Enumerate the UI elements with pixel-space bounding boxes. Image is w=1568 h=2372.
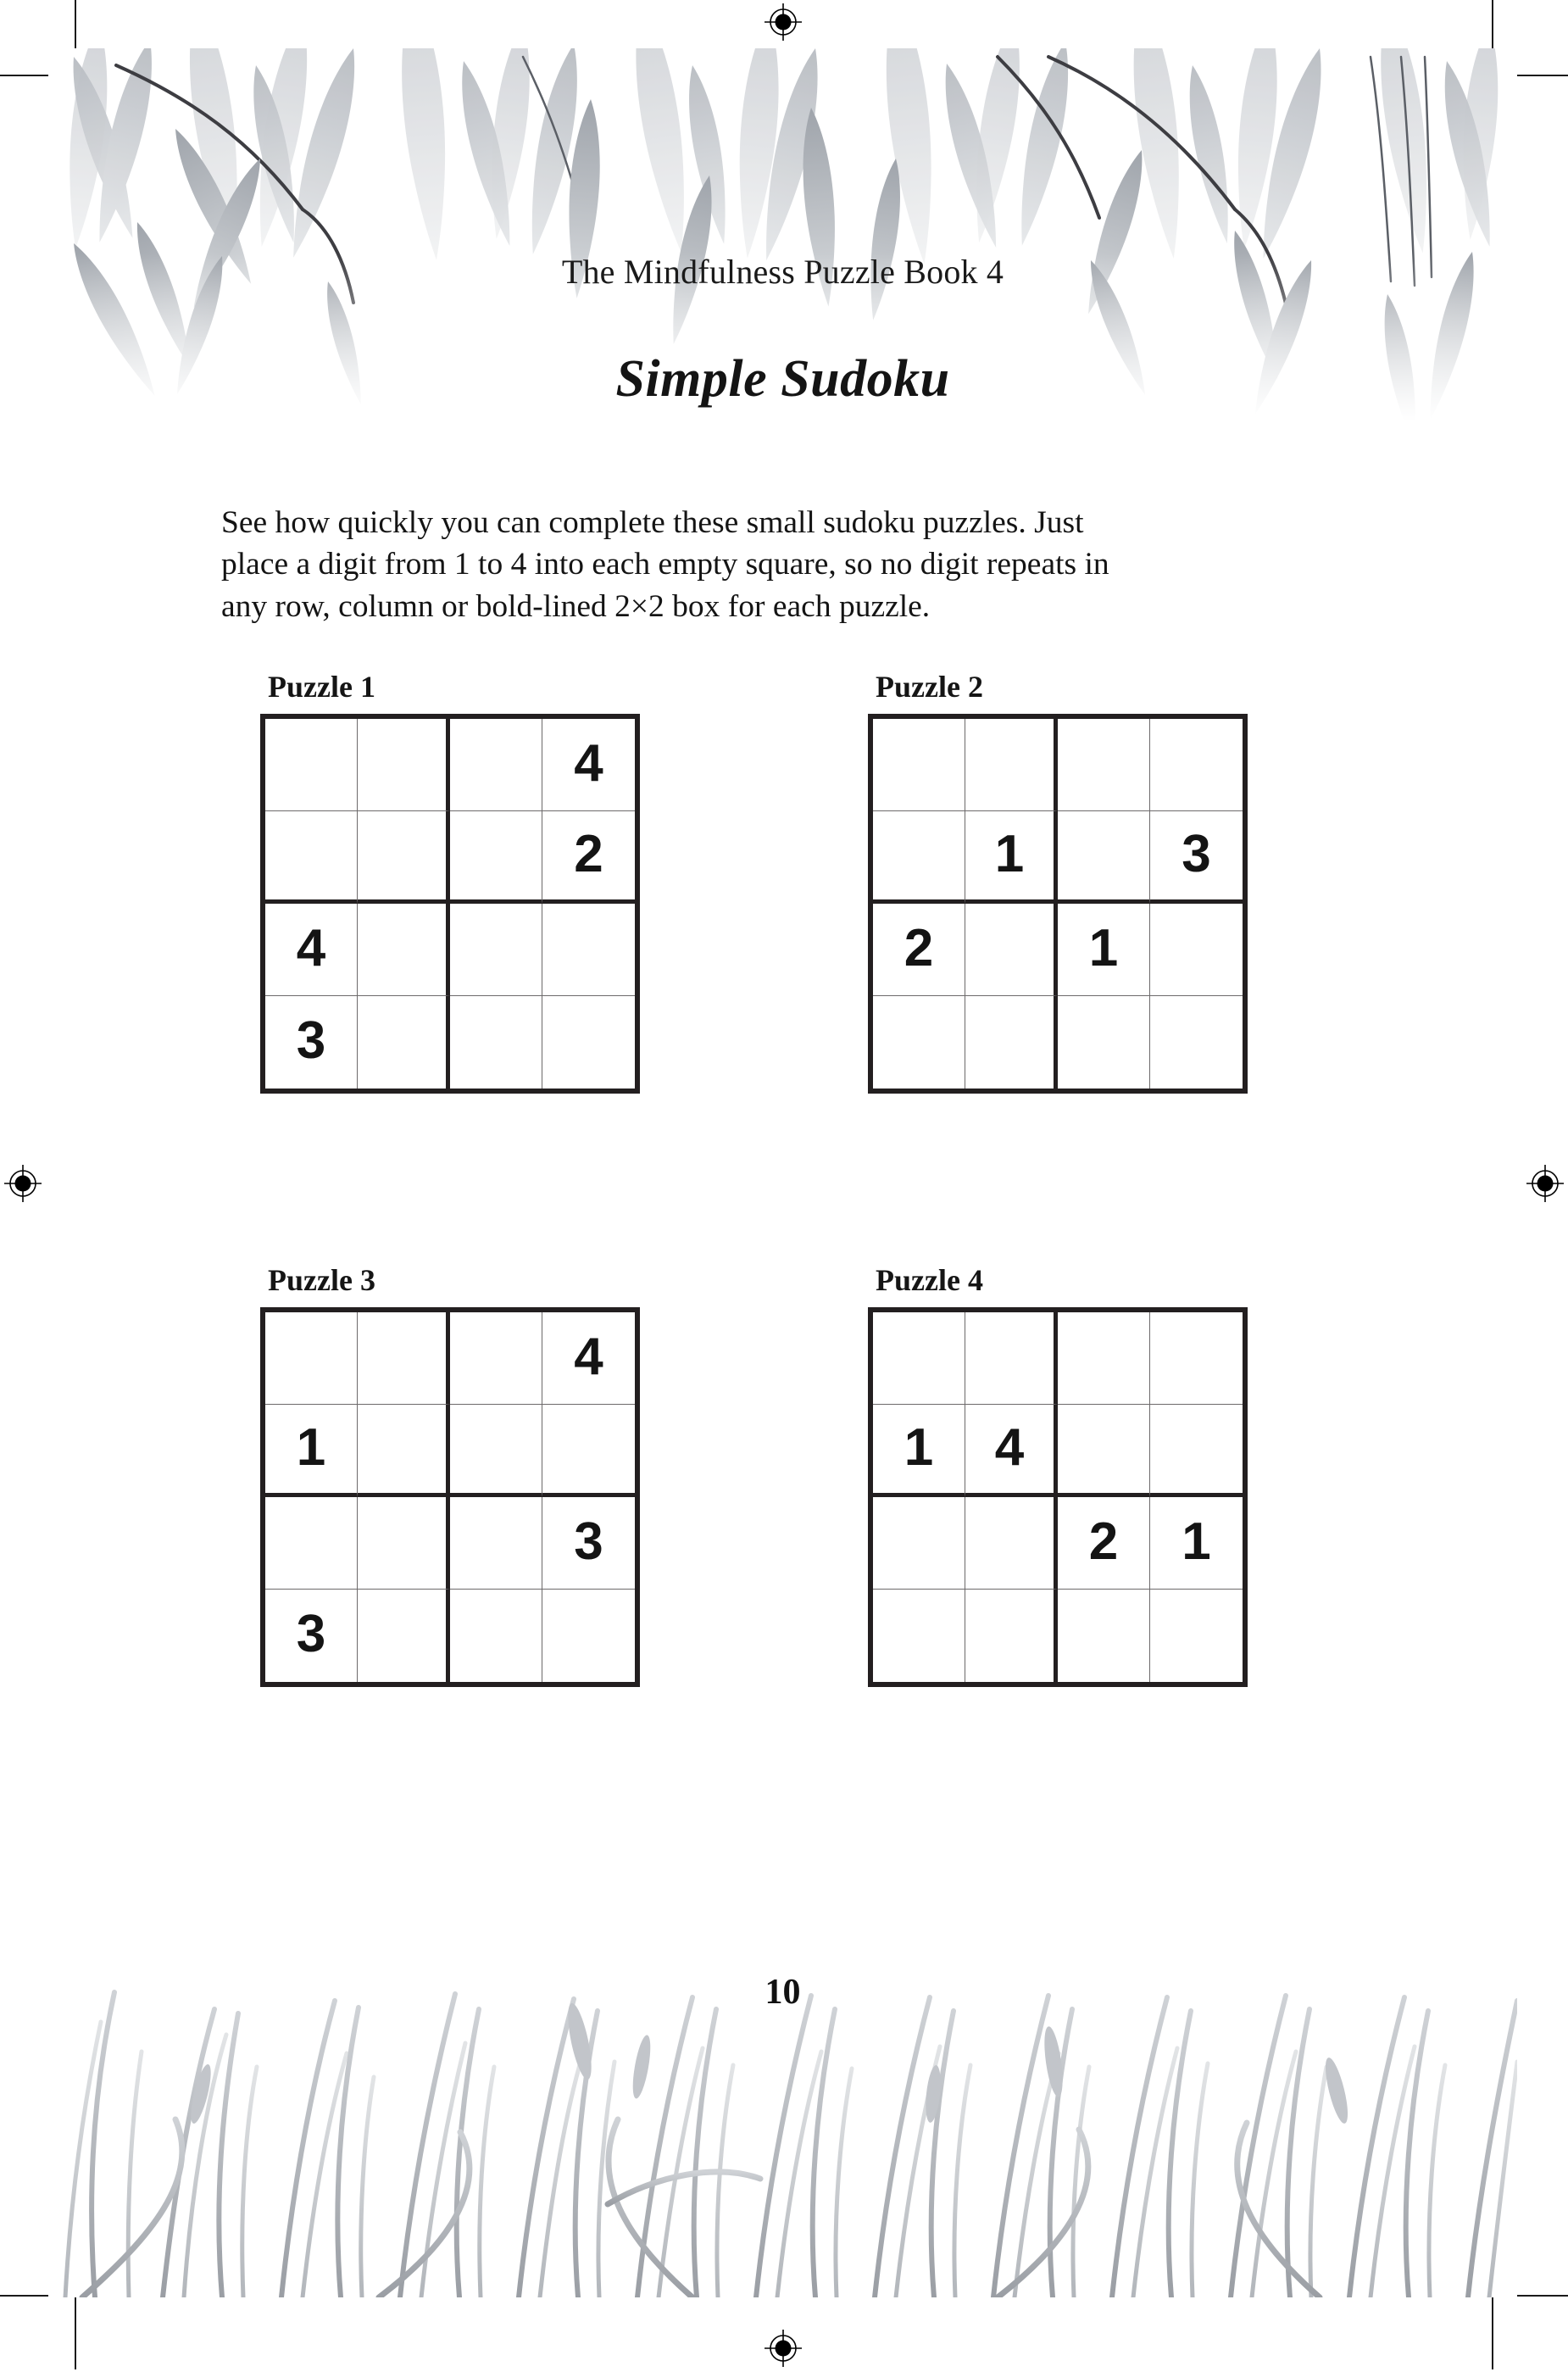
- sudoku-cell[interactable]: [965, 1590, 1058, 1682]
- sudoku-cell[interactable]: [1058, 719, 1150, 811]
- sudoku-cell[interactable]: [965, 904, 1058, 996]
- sudoku-cell[interactable]: [450, 719, 542, 811]
- sudoku-cell: 3: [265, 996, 358, 1089]
- sudoku-cell[interactable]: [873, 1497, 965, 1590]
- sudoku-cell[interactable]: [873, 719, 965, 811]
- registration-target-icon-bottom: [764, 2329, 803, 2368]
- puzzle-block-2: [868, 671, 1248, 1094]
- sudoku-cell[interactable]: [265, 1312, 358, 1405]
- sudoku-grid-2[interactable]: [868, 714, 1248, 1094]
- sudoku-cell[interactable]: [1058, 1312, 1150, 1405]
- instructions-text: See how quickly you can complete these small sudoku puzzles. Just place a digit from 1 to 4 into each empty square, so no digit repeats in any row, column or bold-lined 2×2 box for each puzzle.: [221, 504, 1109, 625]
- sudoku-cell[interactable]: [358, 811, 450, 904]
- registration-target-icon-left: [3, 1164, 42, 1203]
- sudoku-grid-3[interactable]: [260, 1307, 640, 1687]
- sudoku-cell[interactable]: [358, 1405, 450, 1497]
- puzzle-row-bottom: [48, 1265, 1517, 1858]
- sudoku-cell: 2: [542, 811, 635, 904]
- sudoku-cell[interactable]: [450, 1590, 542, 1682]
- sudoku-cell: 1: [1058, 904, 1150, 996]
- sudoku-cell: 4: [965, 1405, 1058, 1497]
- sudoku-cell[interactable]: [873, 996, 965, 1089]
- sudoku-cell[interactable]: [450, 811, 542, 904]
- sudoku-cell[interactable]: [358, 719, 450, 811]
- sudoku-cell[interactable]: [1150, 904, 1243, 996]
- sudoku-cell[interactable]: [450, 1312, 542, 1405]
- sudoku-cell[interactable]: [873, 1312, 965, 1405]
- grass-footer-artwork: [48, 1840, 1517, 2297]
- sudoku-cell[interactable]: [450, 904, 542, 996]
- sudoku-cell: 1: [265, 1405, 358, 1497]
- sudoku-cell[interactable]: [1058, 996, 1150, 1089]
- sudoku-cell[interactable]: [873, 1590, 965, 1682]
- sudoku-cell[interactable]: [542, 1590, 635, 1682]
- sudoku-cell[interactable]: [542, 904, 635, 996]
- puzzle-block-4: [868, 1265, 1248, 1687]
- sudoku-cell: 1: [873, 1405, 965, 1497]
- sudoku-cell[interactable]: [965, 1312, 1058, 1405]
- puzzle-label-4: Puzzle 4: [876, 1263, 983, 1297]
- sudoku-cell[interactable]: [358, 996, 450, 1089]
- sudoku-cell[interactable]: [265, 1497, 358, 1590]
- puzzle-label-2: Puzzle 2: [876, 670, 983, 704]
- puzzle-block-3: [260, 1265, 640, 1687]
- sudoku-cell[interactable]: [450, 1497, 542, 1590]
- puzzle-label-3: Puzzle 3: [268, 1263, 375, 1297]
- sudoku-cell: 4: [265, 904, 358, 996]
- sudoku-cell: 2: [873, 904, 965, 996]
- sudoku-cell[interactable]: [1150, 1590, 1243, 1682]
- sudoku-cell[interactable]: [265, 811, 358, 904]
- sudoku-grid-4[interactable]: [868, 1307, 1248, 1687]
- sudoku-cell: 1: [965, 811, 1058, 904]
- sudoku-cell: 1: [1150, 1497, 1243, 1590]
- page-title: Simple Sudoku: [615, 350, 950, 408]
- sudoku-cell[interactable]: [873, 811, 965, 904]
- page-content-area: [48, 48, 1517, 2297]
- sudoku-cell: 3: [265, 1590, 358, 1682]
- sudoku-cell[interactable]: [450, 996, 542, 1089]
- sudoku-cell[interactable]: [1150, 1405, 1243, 1497]
- sudoku-cell[interactable]: [542, 996, 635, 1089]
- sudoku-cell[interactable]: [1150, 1312, 1243, 1405]
- sudoku-cell[interactable]: [358, 1590, 450, 1682]
- sudoku-cell[interactable]: [358, 1497, 450, 1590]
- sudoku-cell[interactable]: [358, 904, 450, 996]
- sudoku-cell[interactable]: [965, 1497, 1058, 1590]
- sudoku-cell: 4: [542, 719, 635, 811]
- puzzle-block-1: [260, 671, 640, 1094]
- sudoku-cell: 3: [1150, 811, 1243, 904]
- sudoku-cell: 2: [1058, 1497, 1150, 1590]
- puzzles-container: [48, 671, 1517, 1858]
- sudoku-cell: 4: [542, 1312, 635, 1405]
- sudoku-cell[interactable]: [965, 996, 1058, 1089]
- sudoku-cell[interactable]: [1058, 811, 1150, 904]
- registration-target-icon-right: [1526, 1164, 1565, 1203]
- sudoku-cell[interactable]: [1058, 1405, 1150, 1497]
- sudoku-cell[interactable]: [1150, 719, 1243, 811]
- page-number: 10: [765, 1973, 801, 2012]
- puzzle-row-top: [48, 671, 1517, 1265]
- sudoku-cell[interactable]: [1058, 1590, 1150, 1682]
- book-title: The Mindfulness Puzzle Book 4: [561, 253, 1004, 291]
- sudoku-cell: 3: [542, 1497, 635, 1590]
- sudoku-cell[interactable]: [965, 719, 1058, 811]
- sudoku-cell[interactable]: [1150, 996, 1243, 1089]
- sudoku-cell[interactable]: [265, 719, 358, 811]
- puzzle-label-1: Puzzle 1: [268, 670, 375, 704]
- sudoku-cell[interactable]: [358, 1312, 450, 1405]
- sudoku-cell[interactable]: [542, 1405, 635, 1497]
- sudoku-grid-1[interactable]: [260, 714, 640, 1094]
- sudoku-cell[interactable]: [450, 1405, 542, 1497]
- registration-target-icon-top: [764, 3, 803, 42]
